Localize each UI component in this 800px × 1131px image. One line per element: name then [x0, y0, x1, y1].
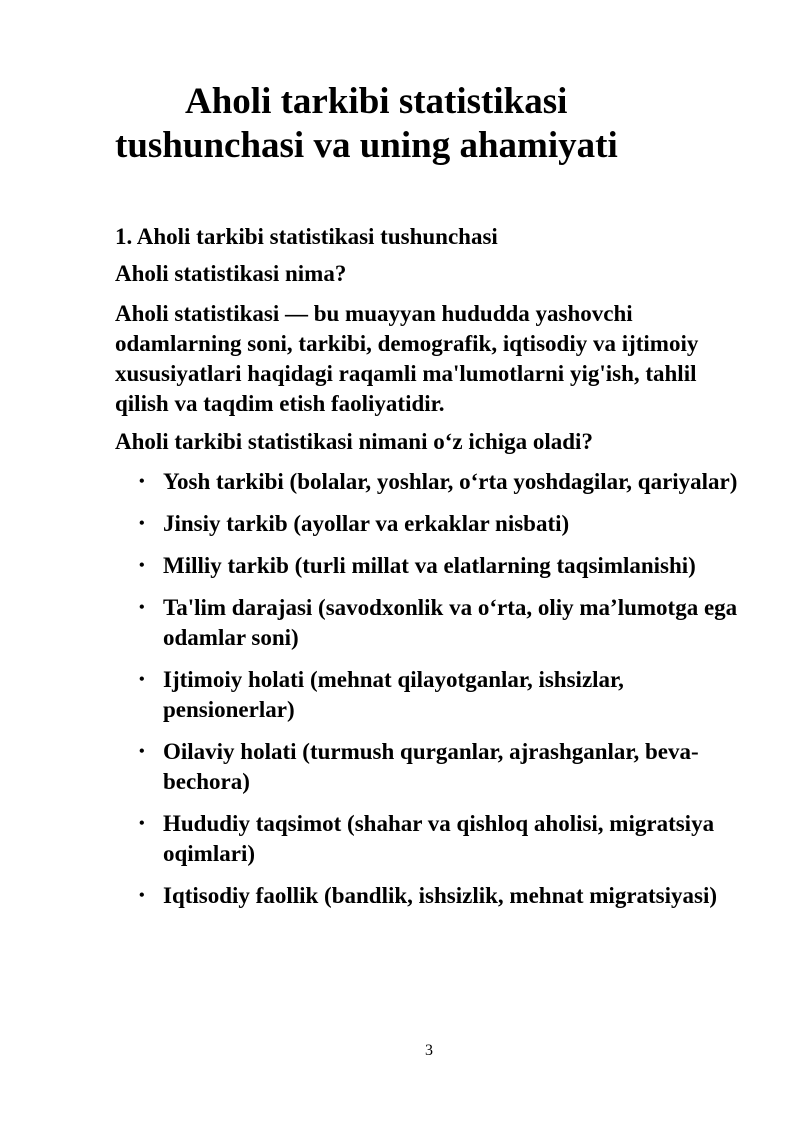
- list-item-text: Oilaviy holati (turmush qurganlar, ajrashganlar, beva-bechora): [163, 739, 699, 794]
- bullet-icon: •: [139, 599, 145, 616]
- title-line-2: tushunchasi va uning ahamiyati: [115, 125, 618, 166]
- bullet-icon: •: [139, 557, 145, 574]
- list-item-text: Iqtisodiy faollik (bandlik, ishsizlik, mehnat migratsiyasi): [163, 883, 718, 908]
- title-line-1: Aholi tarkibi statistikasi: [185, 81, 568, 122]
- list-item-text: Ta'lim darajasi (savodxonlik va o‘rta, oliy ma’lumotga ega odamlar soni): [163, 595, 738, 650]
- list-item: [115, 509, 755, 539]
- definition-paragraph: Aholi statistikasi — bu muayyan hududda yashovchi odamlarning soni, tarkibi, demografik, iqtisodiy va ijtimoiy xususiyatlari haqidagi raqamli ma'lumotlarni yig'ish, tahlil qilish va taqdim etish faoliyatidir.: [115, 301, 699, 416]
- bullet-icon: •: [139, 473, 145, 490]
- list-item-text: Yosh tarkibi (bolalar, yoshlar, o‘rta yoshdagilar, qariyalar): [163, 469, 738, 494]
- list-item-text: Milliy tarkib (turli millat va elatlarning taqsimlanishi): [163, 553, 696, 578]
- bullet-icon: •: [139, 515, 145, 532]
- list-item: [115, 737, 755, 797]
- list-item: [115, 809, 755, 869]
- question-heading-1: Aholi statistikasi nima?: [115, 261, 347, 286]
- composition-list: [115, 467, 755, 911]
- bullet-icon: •: [139, 887, 145, 904]
- list-item: [115, 665, 755, 725]
- list-item: [115, 593, 755, 653]
- page-number: 3: [425, 1042, 433, 1059]
- page-title: [115, 80, 735, 168]
- list-item: [115, 467, 755, 497]
- document-body: [115, 222, 755, 923]
- list-item-text: Ijtimoiy holati (mehnat qilayotganlar, ishsizlar, pensionerlar): [163, 667, 624, 722]
- list-item-text: Jinsiy tarkib (ayollar va erkaklar nisbati): [163, 511, 570, 536]
- bullet-icon: •: [139, 815, 145, 832]
- section-heading: 1. Aholi tarkibi statistikasi tushunchasi: [115, 224, 498, 249]
- question-heading-2: Aholi tarkibi statistikasi nimani o‘z ichiga oladi?: [115, 429, 593, 454]
- bullet-icon: •: [139, 743, 145, 760]
- list-item-text: Hududiy taqsimot (shahar va qishloq aholisi, migratsiya oqimlari): [163, 811, 715, 866]
- list-item: [115, 551, 755, 581]
- list-item: [115, 881, 755, 911]
- bullet-icon: •: [139, 671, 145, 688]
